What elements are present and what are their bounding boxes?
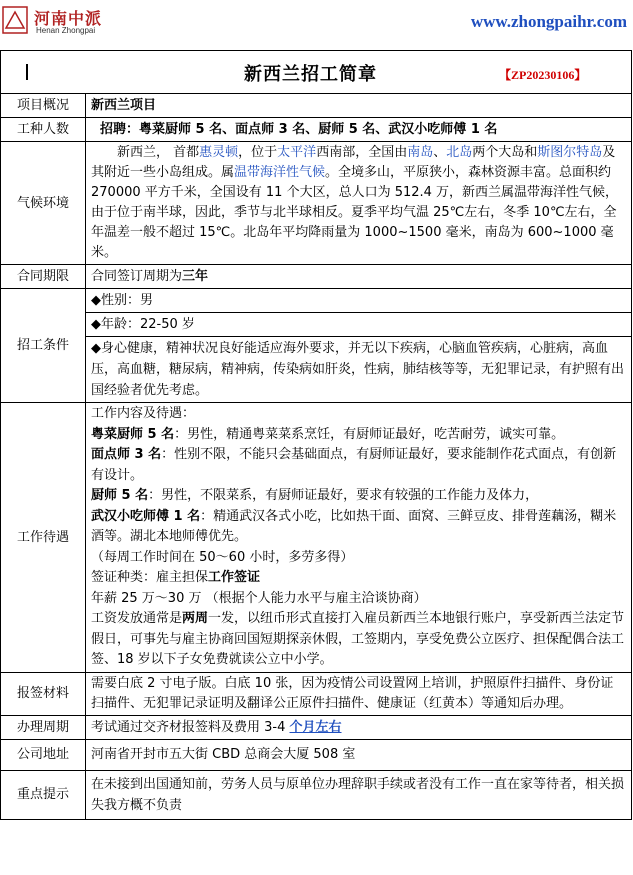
label-period: 办理周期 bbox=[1, 715, 86, 739]
recruitment-table bbox=[0, 50, 632, 820]
req-health: ◆身心健康，精神状况良好能适应海外要求，并无以下疾病，心脑血管疾病，心脏病，高血压，高血糖，糖尿病，精神病，传染病如肝炎，性病，肺结核等等，无犯罪记录，有护照有出国经验者优先考虑。 bbox=[91, 341, 625, 398]
value-address: 河南省开封市五大街 CBD 总商会大厦 508 室 bbox=[86, 739, 632, 770]
row-jobs bbox=[1, 118, 632, 142]
link-north-island[interactable]: 北岛 bbox=[446, 145, 473, 160]
company-logo-icon bbox=[2, 6, 28, 34]
link-ocean[interactable]: 太平洋 bbox=[277, 145, 317, 160]
label-climate: 气候环境 bbox=[1, 142, 86, 265]
link-climate-type[interactable]: 温带海洋性气候 bbox=[234, 165, 326, 180]
label-project: 项目概况 bbox=[1, 94, 86, 118]
value-notice: 在未接到出国通知前，劳务人员与原单位办理辞职手续或者没有工作一直在家等待者，相关损失我方概不负责 bbox=[86, 770, 632, 819]
label-address: 公司地址 bbox=[1, 739, 86, 770]
label-treatment: 工作待遇 bbox=[1, 403, 86, 673]
page-title: 新西兰招工简章 bbox=[244, 64, 377, 85]
link-stewart-island[interactable]: 斯图尔特岛 bbox=[537, 145, 603, 160]
req-gender: ◆性别：男 bbox=[86, 289, 631, 313]
label-materials: 报签材料 bbox=[1, 672, 86, 715]
value-materials: 需要白底 2 寸电子版。白底 10 张，因为疫情公司设置网上培训，护照原件扫描件、身份证扫描件、无犯罪记录证明及翻译公正原件扫描件、健康证（红黄本）等通知后办理。 bbox=[86, 672, 632, 715]
link-capital[interactable]: 惠灵顿 bbox=[199, 145, 239, 160]
label-contract: 合同期限 bbox=[1, 265, 86, 289]
text-cursor bbox=[26, 64, 28, 80]
row-contract bbox=[1, 265, 632, 289]
page-header bbox=[0, 0, 633, 44]
label-jobs: 工种人数 bbox=[1, 118, 86, 142]
row-notice bbox=[1, 770, 632, 819]
site-url-link[interactable]: www.zhongpaihr.com bbox=[470, 12, 627, 31]
req-age: ◆年龄：22-50 岁 bbox=[86, 313, 631, 337]
row-climate bbox=[1, 142, 632, 265]
value-treatment: 工作内容及待遇： 粤菜厨师 5 名：男性，精通粤菜菜系烹饪，有厨师证最好，吃苦耐劳，诚实可靠。 面点师 3 名：性别不限，不能只会基础面点，有厨师证最好，要求能制作花式面点，有创新有设计。 厨师 5 名：男性，不限菜系，有厨师证最好，要求有较强的工作能力及体力， 武汉小吃师傅 1 名：精通武汉各式小吃，比如热干面、面窝、三鲜豆皮、排骨莲藕汤，糊米酒等。湖北本地师傅优先。 （每周工作时间在 50～60 小时，多劳多得） 签证种类：雇主担保工作签证 年薪 25 万～30 万 （根据个人能力水平与雇主洽谈协商） 工资发放通常是两周一发，以纽币形式直接打入雇员新西兰本地银行账户，享受新西兰法定节假日，可事先与雇主协商回国短期探亲休假，工签期内，享受免费公立医疗、担保配偶合法工签、18 岁以下子女免费就读公立中小学。 bbox=[86, 403, 632, 673]
period-link[interactable]: 个月左右 bbox=[289, 719, 342, 735]
value-contract: 合同签订周期为三年 bbox=[86, 265, 632, 289]
label-requirements: 招工条件 bbox=[1, 289, 86, 403]
row-address bbox=[1, 739, 632, 770]
document-code: 【ZP20230106】 bbox=[499, 68, 587, 82]
row-project bbox=[1, 94, 632, 118]
value-climate: 新西兰， 首都惠灵顿，位于太平洋西南部，全国由南岛、北岛两个大岛和斯图尔特岛及其附近一些小岛组成。属温带海洋性气候。全境多山，平原狭小，森林资源丰富。总面积约 270000 平方千米，全国设有 11 个大区，总人口为 512.4 万，新西兰属温带海洋性气候，由于位于南半球，因此，季节与北半球相反。夏季平均气温 25℃左右，冬季 10℃左右，全年温差一般不超过 15℃。北岛年平均降雨量为 1000~1500 毫米，南岛为 600~1000 毫米。 bbox=[86, 142, 632, 265]
logo-name-cn: 河南中派 bbox=[34, 9, 103, 28]
label-notice: 重点提示 bbox=[1, 770, 86, 819]
link-south-island[interactable]: 南岛 bbox=[407, 145, 434, 160]
value-period: 考试通过交齐材报签料及费用 3-4 个月左右 bbox=[86, 715, 632, 739]
value-project: 新西兰项目 bbox=[86, 94, 632, 118]
row-requirements bbox=[1, 289, 632, 403]
value-requirements bbox=[86, 289, 632, 403]
value-jobs: 招聘：粤菜厨师 5 名、面点师 3 名、厨师 5 名、武汉小吃师傅 1 名 bbox=[86, 118, 632, 142]
row-treatment bbox=[1, 403, 632, 673]
row-materials bbox=[1, 672, 632, 715]
logo-name-en: Henan Zhongpai bbox=[36, 26, 96, 35]
row-period bbox=[1, 715, 632, 739]
